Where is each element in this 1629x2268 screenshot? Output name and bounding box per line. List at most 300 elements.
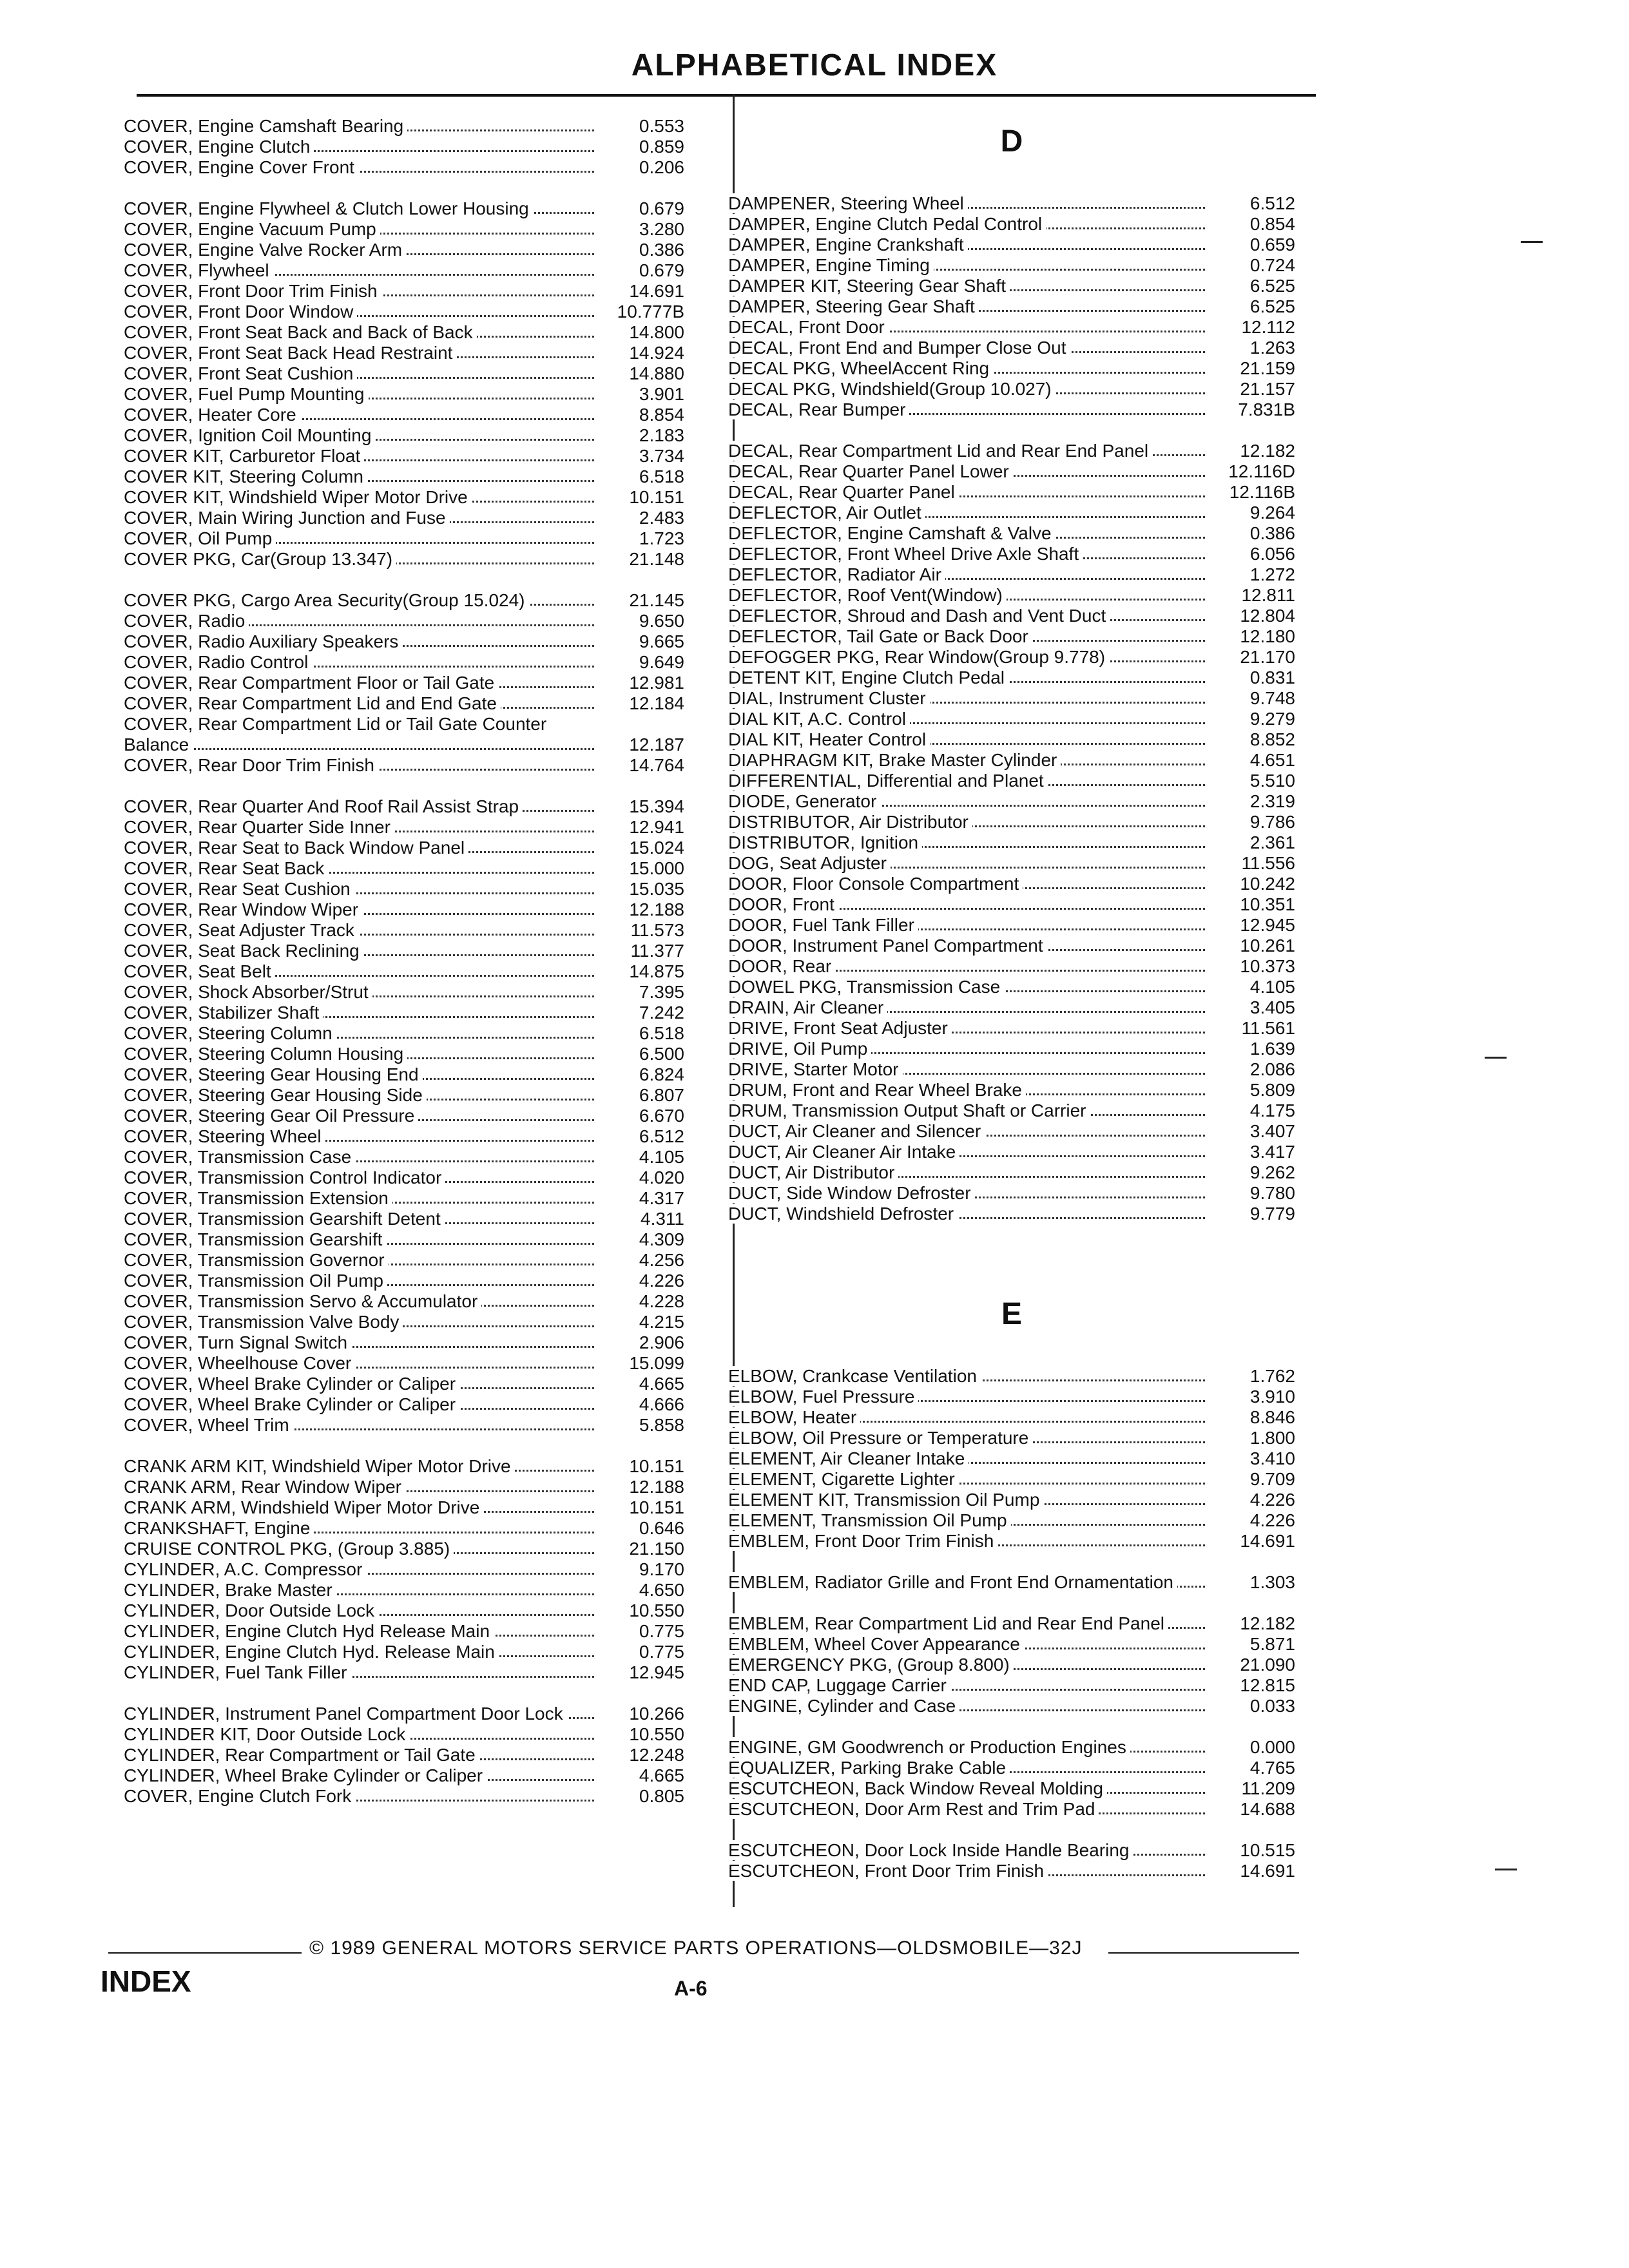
index-entry	[124, 941, 684, 961]
index-entry	[728, 1366, 1295, 1387]
index-entry-number: 14.924	[629, 343, 684, 363]
index-entry-number: 4.256	[639, 1250, 684, 1270]
index-entry-label	[124, 1271, 601, 1291]
index-entry-text: COVER, Shock Absorber/Strut	[124, 982, 372, 1002]
index-entry-number: 1.762	[1249, 1366, 1295, 1386]
index-entry-label	[124, 611, 601, 631]
index-entry-label	[728, 276, 1211, 296]
index-entry-text: DECAL PKG, WheelAccent Ring	[728, 358, 993, 378]
index-entry-label	[728, 338, 1211, 358]
index-entry	[728, 874, 1295, 894]
index-entry-number: 0.854	[1249, 214, 1295, 234]
index-entry-number: 2.086	[1249, 1059, 1295, 1079]
index-entry	[728, 791, 1295, 812]
index-entry-text: COVER, Steering Gear Housing Side	[124, 1085, 427, 1105]
index-entry-text: DECAL PKG, Windshield(Group 10.027)	[728, 379, 1055, 399]
index-entry	[124, 838, 684, 858]
index-entry-text: COVER, Main Wiring Junction and Fuse	[124, 508, 450, 528]
index-entry-number: 3.910	[1249, 1387, 1295, 1407]
index-entry-text: DOWEL PKG, Transmission Case	[728, 977, 1004, 997]
index-entry-text: COVER, Engine Valve Rocker Arm	[124, 240, 406, 260]
index-entry-label	[124, 631, 601, 652]
index-entry-number: 1.723	[639, 528, 684, 548]
footer-rule	[108, 1952, 302, 1954]
index-entry-text: ELEMENT, Cigarette Lighter	[728, 1469, 959, 1489]
index-entry-text: CRANK ARM, Rear Window Wiper	[124, 1477, 405, 1497]
index-entry-label	[124, 1250, 601, 1271]
index-entry-number: 12.815	[1240, 1675, 1295, 1695]
index-entry-label	[124, 508, 601, 528]
index-entry-text: CYLINDER KIT, Door Outside Lock	[124, 1724, 409, 1744]
index-entry-number: 12.182	[1240, 1613, 1295, 1633]
index-entry-text: DECAL, Front Door	[728, 317, 889, 337]
index-entry-text: COVER, Steering Gear Housing End	[124, 1064, 423, 1084]
index-entry-label	[124, 384, 601, 405]
index-entry-text: CYLINDER, Door Outside Lock	[124, 1600, 378, 1620]
index-entry-label	[124, 1003, 601, 1023]
index-entry-number: 6.807	[639, 1085, 684, 1105]
index-entry-label	[124, 982, 601, 1003]
index-entry	[124, 343, 684, 363]
index-entry-label	[728, 977, 1211, 997]
index-entry-number: 0.646	[639, 1518, 684, 1538]
index-entry	[728, 1696, 1295, 1716]
index-entry	[728, 503, 1295, 523]
index-entry-number: 5.809	[1249, 1080, 1295, 1100]
index-entry-label	[124, 1497, 601, 1518]
index-entry-text: COVER, Radio	[124, 611, 249, 631]
index-entry	[728, 1407, 1295, 1428]
index-entry-number: 0.831	[1249, 668, 1295, 687]
index-entry-text: COVER, Rear Quarter And Roof Rail Assist Strap	[124, 796, 523, 816]
index-entry-number: 2.183	[639, 425, 684, 445]
index-entry-number: 6.512	[1249, 193, 1295, 213]
index-entry	[124, 817, 684, 838]
index-entry-label	[124, 1621, 601, 1642]
index-entry	[728, 1778, 1295, 1799]
index-entry	[124, 1085, 684, 1106]
index-entry-number: 12.112	[1241, 317, 1295, 337]
index-entry-text: ENGINE, Cylinder and Case	[728, 1696, 959, 1716]
index-entry-text: CYLINDER, Engine Clutch Hyd Release Main	[124, 1621, 494, 1641]
index-entry	[728, 1758, 1295, 1778]
index-entry	[124, 384, 684, 405]
index-entry-number: 6.525	[1249, 296, 1295, 316]
index-entry-number: 0.000	[1249, 1737, 1295, 1757]
index-entry-number: 6.670	[639, 1106, 684, 1126]
index-entry-number: 14.691	[1240, 1531, 1295, 1551]
index-entry-label	[124, 1704, 601, 1724]
index-entry-number: 0.386	[1249, 523, 1295, 543]
index-entry-number: 4.666	[639, 1394, 684, 1414]
index-entry-text: CRANK ARM, Windshield Wiper Motor Drive	[124, 1497, 483, 1517]
index-entry-number: 15.035	[629, 879, 684, 899]
index-entry	[124, 858, 684, 879]
index-entry	[728, 235, 1295, 255]
index-entry	[124, 1518, 684, 1539]
index-entry-text: EMBLEM, Radiator Grille and Front End Ornamentation	[728, 1572, 1177, 1592]
index-entry-text: DRIVE, Starter Motor	[728, 1059, 903, 1079]
index-entry-text: COVER, Front Door Window	[124, 302, 357, 322]
index-entry	[124, 961, 684, 982]
index-entry-number: 0.679	[639, 260, 684, 280]
index-entry-number: 9.709	[1249, 1469, 1295, 1489]
index-entry-number: 12.187	[629, 735, 684, 754]
index-entry-text: COVER, Transmission Governor	[124, 1250, 389, 1270]
index-entry-label	[728, 1059, 1211, 1080]
index-entry-label	[728, 1696, 1211, 1716]
index-entry-number: 7.242	[639, 1003, 684, 1023]
index-entry-label	[728, 585, 1211, 606]
index-entry-text: COVER, Wheel Trim	[124, 1415, 293, 1435]
index-entry-text: DISTRIBUTOR, Ignition	[728, 832, 922, 852]
index-entry-number: 9.170	[639, 1559, 684, 1579]
index-entry-text: CRANK ARM KIT, Windshield Wiper Motor Drive	[124, 1456, 515, 1476]
index-entry-text: COVER, Transmission Oil Pump	[124, 1271, 387, 1291]
index-entry	[124, 137, 684, 157]
index-entry-number: 14.764	[629, 755, 684, 775]
index-entry-label	[124, 446, 601, 466]
index-entry-number: 12.945	[1240, 915, 1295, 935]
index-entry-number: 14.880	[629, 363, 684, 383]
index-entry	[728, 915, 1295, 936]
index-entry	[124, 693, 684, 714]
index-entry-number: 9.264	[1249, 503, 1295, 523]
index-entry-number: 11.556	[1241, 853, 1295, 873]
index-entry-number: 4.226	[1249, 1510, 1295, 1530]
index-entry	[728, 1428, 1295, 1448]
index-entry-text: DIAL KIT, A.C. Control	[728, 709, 910, 729]
index-entry-number: 9.748	[1249, 688, 1295, 708]
page-title: ALPHABETICAL INDEX	[631, 48, 998, 82]
index-entry-number: 4.650	[639, 1580, 684, 1600]
index-entry-text: DAMPER, Engine Clutch Pedal Control	[728, 214, 1046, 234]
index-entry-label	[124, 363, 601, 384]
index-entry-number: 9.650	[639, 611, 684, 631]
index-entry-number: 2.319	[1249, 791, 1295, 811]
index-entry-text: ELBOW, Oil Pressure or Temperature	[728, 1428, 1032, 1448]
index-entry-label	[124, 1394, 601, 1415]
section-spacer	[728, 1224, 1295, 1289]
index-entry	[728, 1531, 1295, 1552]
index-entry-text: ELBOW, Fuel Pressure	[728, 1387, 918, 1407]
index-entry	[124, 631, 684, 652]
index-entry-number: 2.906	[639, 1332, 684, 1352]
index-entry-label	[124, 1374, 601, 1394]
index-entry-label	[728, 1142, 1211, 1162]
index-entry-label	[124, 1023, 601, 1044]
index-entry-text: COVER, Rear Seat Back	[124, 858, 328, 878]
index-entry-label	[728, 1490, 1211, 1510]
index-entry-text: ELEMENT KIT, Transmission Oil Pump	[728, 1490, 1043, 1510]
index-entry	[124, 1374, 684, 1394]
index-entry-number: 7.831B	[1238, 399, 1295, 419]
index-entry-number: 6.518	[639, 466, 684, 486]
index-entry-number: 10.151	[629, 1456, 684, 1476]
index-entry-number: 9.262	[1249, 1162, 1295, 1182]
index-entry-number: 1.303	[1249, 1572, 1295, 1592]
index-entry-label	[124, 1642, 601, 1662]
index-entry	[728, 296, 1295, 317]
index-entry-text: DOOR, Instrument Panel Compartment	[728, 936, 1047, 956]
index-entry-number: 0.033	[1249, 1696, 1295, 1716]
index-entry-number: 10.777B	[617, 302, 684, 322]
index-entry	[728, 626, 1295, 647]
index-entry-number: 12.180	[1240, 626, 1295, 646]
index-entry-label	[728, 1531, 1211, 1552]
index-entry-text: DECAL, Rear Quarter Panel	[728, 482, 959, 502]
index-entry-label	[124, 302, 601, 322]
index-entry-text: CYLINDER, Instrument Panel Compartment Door Lock	[124, 1704, 567, 1724]
index-entry-label	[124, 1106, 601, 1126]
index-entry-label	[124, 1765, 601, 1786]
index-entry-number: 3.417	[1249, 1142, 1295, 1162]
index-entry-text: DOOR, Rear	[728, 956, 835, 976]
index-entry-text: CYLINDER, Engine Clutch Hyd. Release Main	[124, 1642, 499, 1662]
index-entry-text: DIAPHRAGM KIT, Brake Master Cylinder	[728, 750, 1061, 770]
index-entry-label	[728, 936, 1211, 956]
index-entry-number: 9.780	[1249, 1183, 1295, 1203]
index-entry-label	[124, 219, 601, 240]
index-entry-text: DOOR, Front	[728, 894, 838, 914]
index-entry-text: COVER, Rear Door Trim Finish	[124, 755, 378, 775]
index-entry	[728, 750, 1295, 771]
index-entry	[124, 1271, 684, 1291]
index-entry-text: COVER, Steering Wheel	[124, 1126, 325, 1146]
index-entry-text: COVER, Turn Signal Switch	[124, 1332, 351, 1352]
index-entry-number: 12.188	[629, 899, 684, 919]
index-entry-text: EMBLEM, Wheel Cover Appearance	[728, 1634, 1024, 1654]
index-entry-label	[124, 1539, 601, 1559]
index-entry-label	[728, 379, 1211, 399]
index-entry	[124, 1394, 684, 1415]
footer-rule	[1108, 1952, 1299, 1954]
index-entry-text: COVER PKG, Cargo Area Security(Group 15.024)	[124, 590, 529, 610]
index-entry-label	[124, 941, 601, 961]
index-entry-number: 7.395	[639, 982, 684, 1002]
index-entry-number: 0.859	[639, 137, 684, 157]
index-entry-text: DECAL, Rear Compartment Lid and Rear End Panel	[728, 441, 1152, 461]
index-entry-number: 15.394	[629, 796, 684, 816]
index-entry	[728, 1655, 1295, 1675]
index-entry-label	[124, 1168, 601, 1188]
index-entry-label	[728, 193, 1211, 214]
index-entry-text: DECAL, Rear Bumper	[728, 399, 909, 419]
index-entry-number: 4.226	[1249, 1490, 1295, 1510]
index-entry-text: COVER, Wheelhouse Cover	[124, 1353, 355, 1373]
index-entry	[728, 276, 1295, 296]
index-entry	[124, 1580, 684, 1600]
index-entry-label	[728, 626, 1211, 647]
index-entry-label	[728, 461, 1211, 482]
index-entry-number: 9.665	[639, 631, 684, 651]
index-entry	[728, 812, 1295, 832]
index-entry-text: ESCUTCHEON, Door Arm Rest and Trim Pad	[728, 1799, 1099, 1819]
index-entry-number: 4.665	[639, 1374, 684, 1394]
index-entry-number: 9.779	[1249, 1204, 1295, 1224]
index-entry	[728, 832, 1295, 853]
index-entry-text: COVER, Ignition Coil Mounting	[124, 425, 375, 445]
index-entry	[728, 1799, 1295, 1820]
index-entry	[728, 977, 1295, 997]
index-entry-number: 5.871	[1249, 1634, 1295, 1654]
section-d-entries	[728, 193, 1295, 1224]
index-entry-label	[124, 528, 601, 549]
index-entry-label	[728, 1758, 1211, 1778]
title-rule	[137, 94, 1316, 97]
index-entry	[728, 1162, 1295, 1183]
index-entry	[124, 446, 684, 466]
index-entry	[728, 853, 1295, 874]
index-entry-label	[728, 1204, 1211, 1224]
index-entry-number: 14.691	[1240, 1861, 1295, 1881]
index-entry	[124, 1436, 684, 1477]
index-entry-number: 3.405	[1249, 997, 1295, 1017]
index-entry-number: 10.266	[629, 1704, 684, 1724]
index-entry	[728, 894, 1295, 915]
index-entry	[728, 564, 1295, 585]
index-entry-text: DOOR, Floor Console Compartment	[728, 874, 1023, 894]
index-entry-text: DIFFERENTIAL, Differential and Planet	[728, 771, 1048, 791]
margin-mark	[1495, 1869, 1517, 1870]
index-entry-text: COVER, Transmission Gearshift Detent	[124, 1209, 445, 1229]
index-entry	[124, 1683, 684, 1724]
index-entry	[728, 379, 1295, 399]
index-entry-text: COVER, Seat Adjuster Track	[124, 920, 358, 940]
index-entry-label	[124, 796, 601, 817]
index-entry	[728, 771, 1295, 791]
index-entry-number: 11.377	[630, 941, 684, 961]
index-entry	[124, 673, 684, 693]
index-entry-label	[124, 755, 601, 776]
index-entry-number: 6.056	[1249, 544, 1295, 564]
index-entry-number: 2.361	[1249, 832, 1295, 852]
index-entry	[728, 1142, 1295, 1162]
index-entry-text: COVER, Engine Camshaft Bearing	[124, 116, 407, 136]
index-entry	[124, 1044, 684, 1064]
index-entry	[124, 219, 684, 240]
index-entry-label	[728, 1080, 1211, 1100]
index-entry-label	[728, 317, 1211, 338]
index-entry	[124, 549, 684, 570]
index-entry-number: 3.410	[1249, 1448, 1295, 1468]
index-entry-number: 0.775	[639, 1621, 684, 1641]
index-entry-text: DUCT, Air Cleaner and Silencer	[728, 1121, 985, 1141]
index-entry-label	[124, 1291, 601, 1312]
index-entry-number: 8.854	[639, 405, 684, 425]
index-entry	[728, 1593, 1295, 1634]
index-entry-text: CRANKSHAFT, Engine	[124, 1518, 314, 1538]
index-entry	[124, 1147, 684, 1168]
index-entry	[124, 1600, 684, 1621]
index-entry-text: ELEMENT, Transmission Oil Pump	[728, 1510, 1011, 1530]
index-entry	[728, 1121, 1295, 1142]
index-entry-number: 4.020	[639, 1168, 684, 1187]
index-entry-text: DRIVE, Front Seat Adjuster	[728, 1018, 952, 1038]
index-entry-text: DUCT, Air Cleaner Air Intake	[728, 1142, 959, 1162]
index-entry-number: 5.858	[639, 1415, 684, 1435]
index-entry	[124, 1168, 684, 1188]
index-entry-label	[728, 647, 1211, 668]
index-entry-number: 4.175	[1249, 1100, 1295, 1120]
left-column	[124, 116, 684, 1807]
index-entry-number: 3.407	[1249, 1121, 1295, 1141]
index-entry-label	[728, 255, 1211, 276]
index-entry-text: COVER PKG, Car(Group 13.347)	[124, 549, 396, 569]
index-entry	[124, 1188, 684, 1209]
index-entry	[124, 281, 684, 302]
index-entry	[728, 399, 1295, 420]
index-entry-text: DOG, Seat Adjuster	[728, 853, 891, 873]
index-entry-text: CYLINDER, Rear Compartment or Tail Gate	[124, 1745, 479, 1765]
margin-mark	[1521, 241, 1543, 243]
index-entry-label	[124, 1600, 601, 1621]
index-entry-text: COVER, Rear Compartment Floor or Tail Gate	[124, 673, 498, 693]
index-entry	[728, 1490, 1295, 1510]
index-entry	[124, 755, 684, 776]
section-spacer	[728, 1340, 1295, 1366]
index-entry	[728, 1059, 1295, 1080]
index-entry	[728, 1469, 1295, 1490]
index-entry-text: EQUALIZER, Parking Brake Cable	[728, 1758, 1010, 1778]
index-entry-label	[728, 214, 1211, 235]
index-entry-label	[728, 482, 1211, 503]
index-entry	[124, 714, 684, 755]
index-entry-label	[728, 296, 1211, 317]
index-entry	[124, 116, 684, 137]
index-entry-label	[124, 281, 601, 302]
index-entry-label	[728, 1737, 1211, 1758]
index-entry-label	[124, 714, 601, 755]
index-entry-number: 4.215	[639, 1312, 684, 1332]
index-entry	[728, 255, 1295, 276]
index-entry-text: COVER, Transmission Control Indicator	[124, 1168, 445, 1187]
index-entry-label	[728, 1428, 1211, 1448]
index-entry-number: 4.226	[639, 1271, 684, 1291]
index-entry	[124, 1765, 684, 1786]
index-entry-number: 11.561	[1241, 1018, 1295, 1038]
copyright-notice: © 1989 GENERAL MOTORS SERVICE PARTS OPERATIONS—OLDSMOBILE—32J	[309, 1937, 1083, 1959]
index-entry-text: COVER, Engine Flywheel & Clutch Lower Housing	[124, 198, 533, 218]
index-entry-text: END CAP, Luggage Carrier	[728, 1675, 950, 1695]
index-entry	[728, 214, 1295, 235]
index-entry-text: COVER, Transmission Valve Body	[124, 1312, 403, 1332]
index-entry-text: COVER, Engine Vacuum Pump	[124, 219, 380, 239]
index-entry-text: ESCUTCHEON, Front Door Trim Finish	[728, 1861, 1048, 1881]
index-entry-label	[728, 606, 1211, 626]
index-entry-number: 12.116B	[1229, 482, 1295, 502]
index-entry-number: 15.000	[629, 858, 684, 878]
index-entry-text: DRAIN, Air Cleaner	[728, 997, 887, 1017]
index-entry	[124, 1621, 684, 1642]
index-entry-text: COVER, Heater Core	[124, 405, 300, 425]
index-entry-label	[728, 1675, 1211, 1696]
index-entry-text: COVER KIT, Carburetor Float	[124, 446, 364, 466]
index-entry-label	[728, 688, 1211, 709]
index-entry-text: ESCUTCHEON, Back Window Reveal Molding	[728, 1778, 1107, 1798]
index-entry-text: DRUM, Front and Rear Wheel Brake	[728, 1080, 1026, 1100]
index-entry	[124, 899, 684, 920]
index-entry-text: DRIVE, Oil Pump	[728, 1039, 871, 1059]
right-column	[728, 116, 1295, 1881]
index-entry-text: COVER, Transmission Gearshift	[124, 1229, 386, 1249]
index-entry-number: 10.151	[629, 487, 684, 507]
index-entry-label	[728, 1121, 1211, 1142]
index-entry-label	[124, 405, 601, 425]
index-entry	[124, 776, 684, 817]
index-entry-label	[728, 1018, 1211, 1039]
index-entry-text: COVER, Engine Clutch	[124, 137, 314, 157]
